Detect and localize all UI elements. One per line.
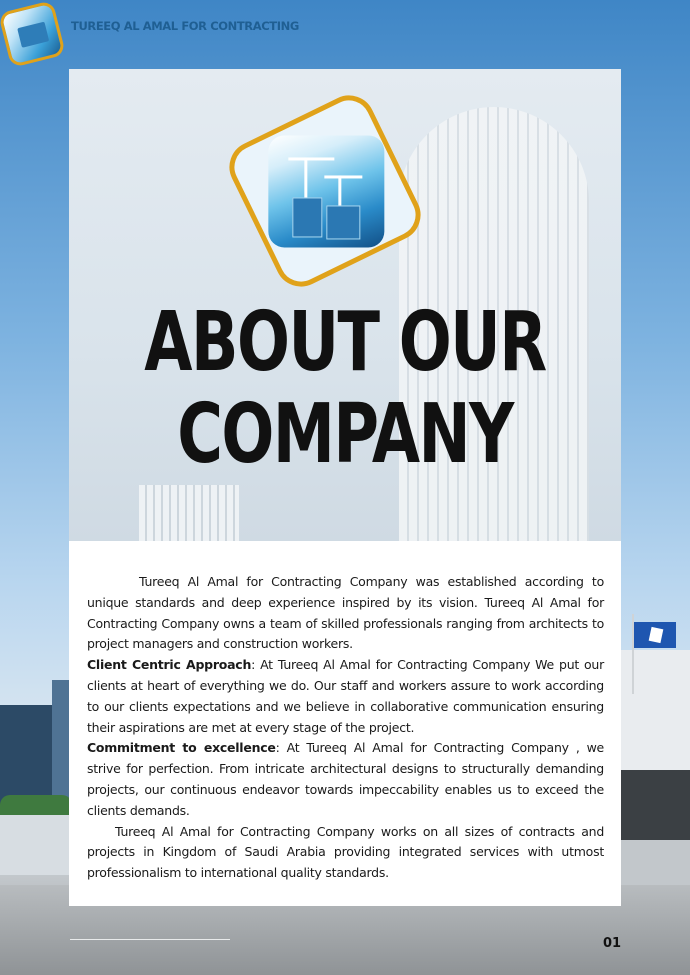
background-building <box>0 815 72 875</box>
logo-building-shape <box>17 22 49 48</box>
hero-background-building <box>139 485 239 541</box>
intro-paragraph: Tureeq Al Amal for Contracting Company was established according to unique standards and deep experience inspired by its vision. Tureeq Al Amal for Contracting Company owns a team of skilled professionals ranging from architects to project managers and construction workers. <box>87 574 604 652</box>
client-approach-label: Client Centric Approach <box>87 657 252 673</box>
page-title <box>135 297 555 481</box>
closing-paragraph: Tureeq Al Amal for Contracting Company works on all sizes of contracts and projects in Kingdom of Saudi Arabia providing integrated services with utmost professionalism to international quality standards. <box>87 823 604 881</box>
commitment-text: : At Tureeq Al Amal for Contracting Company , we strive for perfection. From intricate architectural designs to structurally demanding projects, our continuous endeavor towards impeccability enables us to exceed the clients demands. <box>87 740 604 818</box>
commitment-label: Commitment to excellence <box>87 740 276 756</box>
client-approach-paragraph <box>87 655 604 738</box>
construction-image <box>268 135 384 247</box>
crane-jib <box>288 157 334 160</box>
crane-jib <box>324 175 362 178</box>
background-building <box>620 770 690 840</box>
construction-building <box>292 197 322 237</box>
construction-building <box>326 205 360 239</box>
client-approach-text: : At Tureeq Al Amal for Contracting Company We put our clients at heart of everything we do. Our staff and workers assure to work according to our clients expectations and we believe in collaborative communication ensuring their aspirations are met at every stage of the project. <box>87 657 604 735</box>
construction-image-icon <box>221 87 430 296</box>
header-company-name: TUREEQ AL AMAL FOR CONTRACTING <box>71 19 299 33</box>
page-number: 01 <box>603 936 622 951</box>
hero-section <box>69 69 621 541</box>
footer-divider <box>70 939 230 940</box>
page-title-line2: COMPANY <box>177 387 513 482</box>
company-logo-icon <box>0 0 66 68</box>
commitment-paragraph <box>87 738 604 821</box>
page-title-line1: ABOUT OUR <box>144 295 546 390</box>
about-body-text <box>87 572 604 884</box>
